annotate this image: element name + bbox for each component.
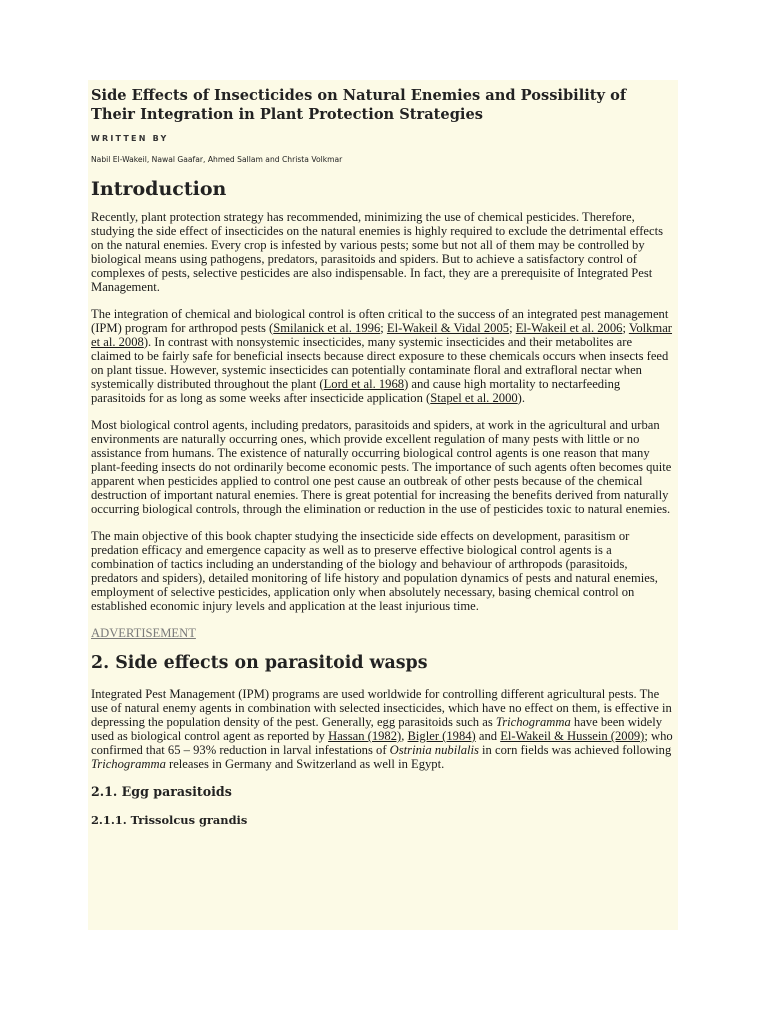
text-run: in corn fields was achieved following (478, 743, 672, 757)
text-run: ; (509, 321, 516, 335)
species-name: Trichogramma (495, 715, 571, 729)
citation-link[interactable]: El-Wakeil & Vidal 2005 (386, 321, 510, 335)
article-content (88, 80, 678, 827)
intro-paragraph-3: Most biological control agents, including predators, parasitoids and spiders, at work in the agricultural and urban environments are naturally occurring ones, which provide excellent regulation of many pests with little or no assistance from humans. The existence of naturally occurring biological control agents is one reason that many plant-feeding insects do not ordinarily become economic pests. The importance of such agents often becomes quite apparent when pesticides applied to control one pest cause an outbreak of other pests because of the chemical destruction of important natural enemies. There is great potential for increasing the benefits derived from naturally occurring biological controls, through the elimination or reduction in the use of pesticides toxic to natural enemies. (91, 418, 672, 516)
subsection-2-1-heading: 2.1. Egg parasitoids (91, 784, 232, 799)
intro-paragraph-1: Recently, plant protection strategy has recommended, minimizing the use of chemical pesticides. Therefore, studying the side effect of insecticides on the natural enemies is highly required to exclude the detrimental effects on the natural enemies. Every crop is infested by various pests; some but not all of them may be controlled by biological means using pathogens, predators, parasitoids and spiders. But to achieve a satisfactory control of complexes of pests, selective pesticides are also indispensable. In fact, they are a prerequisite of Integrated Pest Management. (91, 210, 664, 294)
citation-link[interactable]: Hassan (1982) (328, 729, 402, 743)
text-run: ; who confirmed that 65 – 93% reduction in larval infestations of (91, 729, 673, 757)
text-run: have been widely used as biological control agent as reported by (91, 715, 663, 743)
authors-list: Nabil El-Wakeil, Nawal Gaafar, Ahmed Sallam and Christa Volkmar (91, 155, 343, 164)
subsection-2-1-1-heading: 2.1.1. Trissolcus grandis (91, 813, 248, 827)
text-run: The integration of chemical and biological control is often critical to the success of an integrated pest management (IPM) program for arthropod pests ( (91, 307, 669, 335)
text-run: ; (622, 321, 629, 335)
text-run: ). (517, 391, 526, 405)
citation-link[interactable]: Lord et al. 1968 (323, 377, 405, 391)
species-name: Trichogramma (91, 757, 166, 771)
intro-paragraph-2 (91, 307, 675, 405)
citation-link[interactable]: El-Wakeil et al. 2006 (515, 321, 623, 335)
citation-link[interactable]: Smilanick et al. 1996 (273, 321, 381, 335)
intro-paragraph-4: The main objective of this book chapter studying the insecticide side effects on development, parasitism or predation efficacy and emergence capacity as well as to preserve effective biological control agents is a combination of tactics including an understanding of the biology and behaviour of arthropods (parasitoids, predators and spiders), detailed monitoring of life history and population dynamics of pests and natural enemies, employment of selective pesticides, application only when absolutely necessary, basing chemical control on established economic injury levels and application at the least injurious time. (91, 529, 658, 613)
text-run: ) and cause high mortality to nectarfeeding parasitoids for as long as some weeks after insecticide application ( (91, 377, 621, 405)
section-2-heading: 2. Side effects on parasitoid wasps (91, 653, 428, 673)
text-run: ; (380, 321, 387, 335)
citation-link[interactable]: Volkmar et al. 2008 (91, 321, 673, 349)
species-name: Ostrinia nubilalis (389, 743, 479, 757)
article-title: Side Effects of Insecticides on Natural Enemies and Possibility of Their Integration in Plant Protection Strategies (91, 87, 627, 123)
introduction-heading: Introduction (91, 178, 227, 200)
citation-link[interactable]: Stapel et al. 2000 (430, 391, 518, 405)
citation-link[interactable]: El-Wakeil & Hussein (2009) (500, 729, 645, 743)
text-run: releases in Germany and Switzerland as well in Egypt. (165, 757, 445, 771)
text-run: ). In contrast with nonsystemic insecticides, many systemic insecticides and their metabolites are claimed to be fairly safe for beneficial insects because direct exposure to these chemicals occurs when insects feed on plant tissue. However, systemic insecticides can potentially contaminate floral and extrafloral nectar when systemically distributed throughout the plant ( (91, 335, 669, 391)
text-run: Integrated Pest Management (IPM) programs are used worldwide for controlling different agricultural pests. The use of natural enemy agents in combination with selected insecticides, which have no effect on them, is effective in depressing the population density of the pest. Generally, egg parasitoids such as (91, 687, 672, 729)
written-by-label: WRITTEN BY (91, 134, 169, 143)
section-2-paragraph-1 (91, 687, 675, 771)
text-run: , (401, 729, 408, 743)
text-run: and (475, 729, 501, 743)
advertisement-link[interactable]: ADVERTISEMENT (91, 626, 196, 640)
citation-link[interactable]: Bigler (1984) (407, 729, 476, 743)
article-page (88, 80, 678, 930)
